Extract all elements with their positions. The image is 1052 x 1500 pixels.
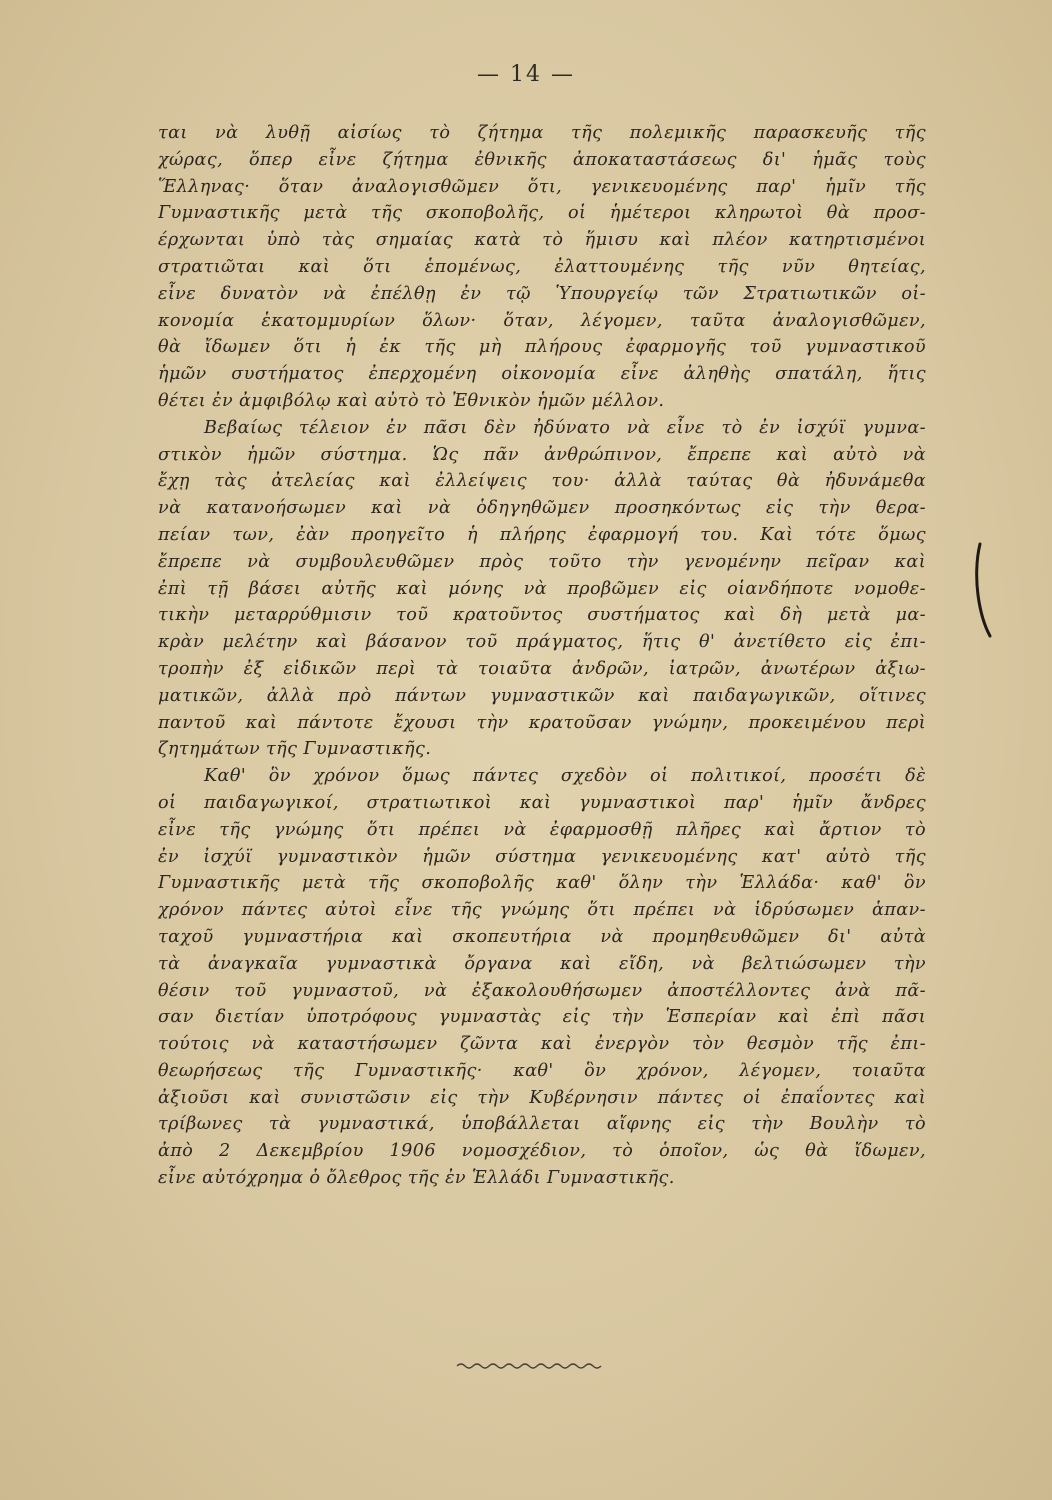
body-text	[158, 120, 926, 1192]
text-line: στικὸν ἡμῶν σύστημα. Ὡς πᾶν ἀνθρώπινον, ἔπρεπε καὶ αὐτὸ νὰ	[158, 444, 926, 465]
text-line: ταχοῦ γυμναστήρια καὶ σκοπευτήρια νὰ προμηθευθῶμεν δι' αὐτὰ	[158, 926, 926, 947]
margin-bracket-mark	[972, 540, 996, 640]
text-line: Γυμναστικῆς μετὰ τῆς σκοποβολῆς καθ' ὅλην τὴν Ἑλλάδα· καθ' ὃν	[158, 873, 926, 894]
text-line: Καθ' ὃν χρόνον ὅμως πάντες σχεδὸν οἱ πολιτικοί, προσέτι δὲ	[204, 766, 926, 787]
text-line: σαν διετίαν ὑποτρόφους γυμναστὰς εἰς τὴν Ἑσπερίαν καὶ ἐπὶ πᾶσι	[158, 1007, 926, 1028]
text-line: τούτοις νὰ καταστήσωμεν ζῶντα καὶ ἐνεργὸν τὸν θεσμὸν τῆς ἐπι-	[158, 1034, 926, 1055]
text-line: εἶνε αὐτόχρημα ὁ ὄλεθρος τῆς ἐν Ἑλλάδι Γυμναστικῆς.	[158, 1168, 675, 1189]
text-line: τικὴν μεταρρύθμισιν τοῦ κρατοῦντος συστήματος καὶ δὴ μετὰ μα-	[158, 605, 926, 626]
text-line: χρόνον πάντες αὐτοὶ εἶνε τῆς γνώμης ὅτι πρέπει νὰ ἱδρύσωμεν ἁπαν-	[158, 900, 926, 921]
text-line: ματικῶν, ἀλλὰ πρὸ πάντων γυμναστικῶν καὶ παιδαγωγικῶν, οἵτινες	[158, 685, 926, 706]
text-line: θέτει ἐν ἀμφιβόλῳ καὶ αὐτὸ τὸ Ἐθνικὸν ἡμῶν μέλλον.	[158, 390, 665, 411]
text-line: έρχωνται ὑπὸ τὰς σημαίας κατὰ τὸ ἥμισυ καὶ πλέον κατηρτισμένοι	[158, 230, 926, 251]
text-line: ἐπὶ τῇ βάσει αὐτῆς καὶ μόνης νὰ προβῶμεν εἰς οἱανδήποτε νομοθε-	[158, 578, 926, 599]
text-line: οἱ παιδαγωγικοί, στρατιωτικοὶ καὶ γυμναστικοὶ παρ' ἡμῖν ἄνδρες	[158, 792, 926, 813]
text-line: ζητημάτων τῆς Γυμναστικῆς.	[158, 739, 432, 760]
text-line: Βεβαίως τέλειον ἐν πᾶσι δὲν ἠδύνατο νὰ εἶνε τὸ ἐν ἰσχύϊ γυμνα-	[204, 417, 926, 438]
text-line: τρίβωνες τὰ γυμναστικά, ὑποβάλλεται αἴφνης εἰς τὴν Βουλὴν τὸ	[158, 1114, 926, 1135]
text-line: θέσιν τοῦ γυμναστοῦ, νὰ ἐξακολουθήσωμεν ἀποστέλλοντες ἀνὰ πᾶ-	[158, 980, 926, 1001]
text-line: κονομία ἑκατομμυρίων ὅλων· ὅταν, λέγομεν, ταῦτα ἀναλογισθῶμεν,	[158, 310, 926, 331]
text-line: πείαν των, ἐὰν προηγεῖτο ἡ πλήρης ἐφαρμογή του. Καὶ τότε ὅμως	[158, 524, 926, 545]
text-line: Γυμναστικῆς μετὰ τῆς σκοποβολῆς, οἱ ἡμέτεροι κληρωτοὶ θὰ προσ-	[158, 203, 926, 224]
text-line: χώρας, ὅπερ εἶνε ζήτημα ἐθνικῆς ἀποκαταστάσεως δι' ἡμᾶς τοὺς	[158, 149, 926, 170]
text-line: ἔχῃ τὰς ἀτελείας καὶ ἐλλείψεις του· ἀλλὰ ταύτας θὰ ἠδυνάμεθα	[158, 471, 926, 492]
text-line: ἔπρεπε νὰ συμβουλευθῶμεν πρὸς τοῦτο τὴν γενομένην πεῖραν καὶ	[158, 551, 926, 572]
text-line: κρὰν μελέτην καὶ βάσανον τοῦ πράγματος, ἥτις θ' ἀνετίθετο εἰς ἐπι-	[158, 632, 926, 653]
text-line: ἐν ἰσχύϊ γυμναστικὸν ἡμῶν σύστημα γενικευομένης κατ' αὐτὸ τῆς	[158, 846, 926, 867]
text-line: Ἕλληνας· ὅταν ἀναλογισθῶμεν ὅτι, γενικευομένης παρ' ἡμῖν τῆς	[158, 176, 926, 197]
text-line: ἀπὸ 2 Δεκεμβρίου 1906 νομοσχέδιον, τὸ ὁποῖον, ὡς θὰ ἴδωμεν,	[158, 1141, 926, 1162]
text-line: ται νὰ λυθῇ αἰσίως τὸ ζήτημα τῆς πολεμικῆς παρασκευῆς τῆς	[158, 123, 926, 143]
text-line: εἶνε τῆς γνώμης ὅτι πρέπει νὰ ἐφαρμοσθῇ πλῆρες καὶ ἄρτιον τὸ	[158, 819, 926, 840]
text-line: τροπὴν ἐξ εἰδικῶν περὶ τὰ τοιαῦτα ἀνδρῶν, ἰατρῶν, ἀνωτέρων ἀξιω-	[158, 658, 926, 679]
text-line: στρατιῶται καὶ ὅτι ἑπομένως, ἐλαττουμένης τῆς νῦν θητείας,	[158, 256, 926, 277]
text-line: ἀξιοῦσι καὶ συνιστῶσιν εἰς τὴν Κυβέρνησιν πάντες οἱ ἐπαΐοντες καὶ	[158, 1087, 926, 1108]
text-line: θεωρήσεως τῆς Γυμναστικῆς· καθ' ὃν χρόνον, λέγομεν, τοιαῦτα	[158, 1060, 926, 1081]
wavy-divider-ornament	[455, 1356, 605, 1376]
page-number: — 14 —	[477, 62, 575, 87]
text-line: παντοῦ καὶ πάντοτε ἔχουσι τὴν κρατοῦσαν γνώμην, προκειμένου περὶ	[158, 712, 926, 733]
text-line: θὰ ἴδωμεν ὅτι ἡ ἐκ τῆς μὴ πλήρους ἐφαρμογῆς τοῦ γυμναστικοῦ	[158, 337, 926, 358]
text-line: τὰ ἀναγκαῖα γυμναστικὰ ὄργανα καὶ εἴδη, νὰ βελτιώσωμεν τὴν	[158, 953, 926, 974]
text-line: εἶνε δυνατὸν νὰ ἐπέλθῃ ἐν τῷ Ὑπουργείῳ τῶν Στρατιωτικῶν οἰ-	[158, 283, 926, 304]
text-line: ἡμῶν συστήματος ἐπερχομένη οἰκονομία εἶνε ἀληθὴς σπατάλη, ἥτις	[158, 364, 926, 385]
text-line: νὰ κατανοήσωμεν καὶ νὰ ὁδηγηθῶμεν προσηκόντως εἰς τὴν θερα-	[158, 498, 926, 519]
